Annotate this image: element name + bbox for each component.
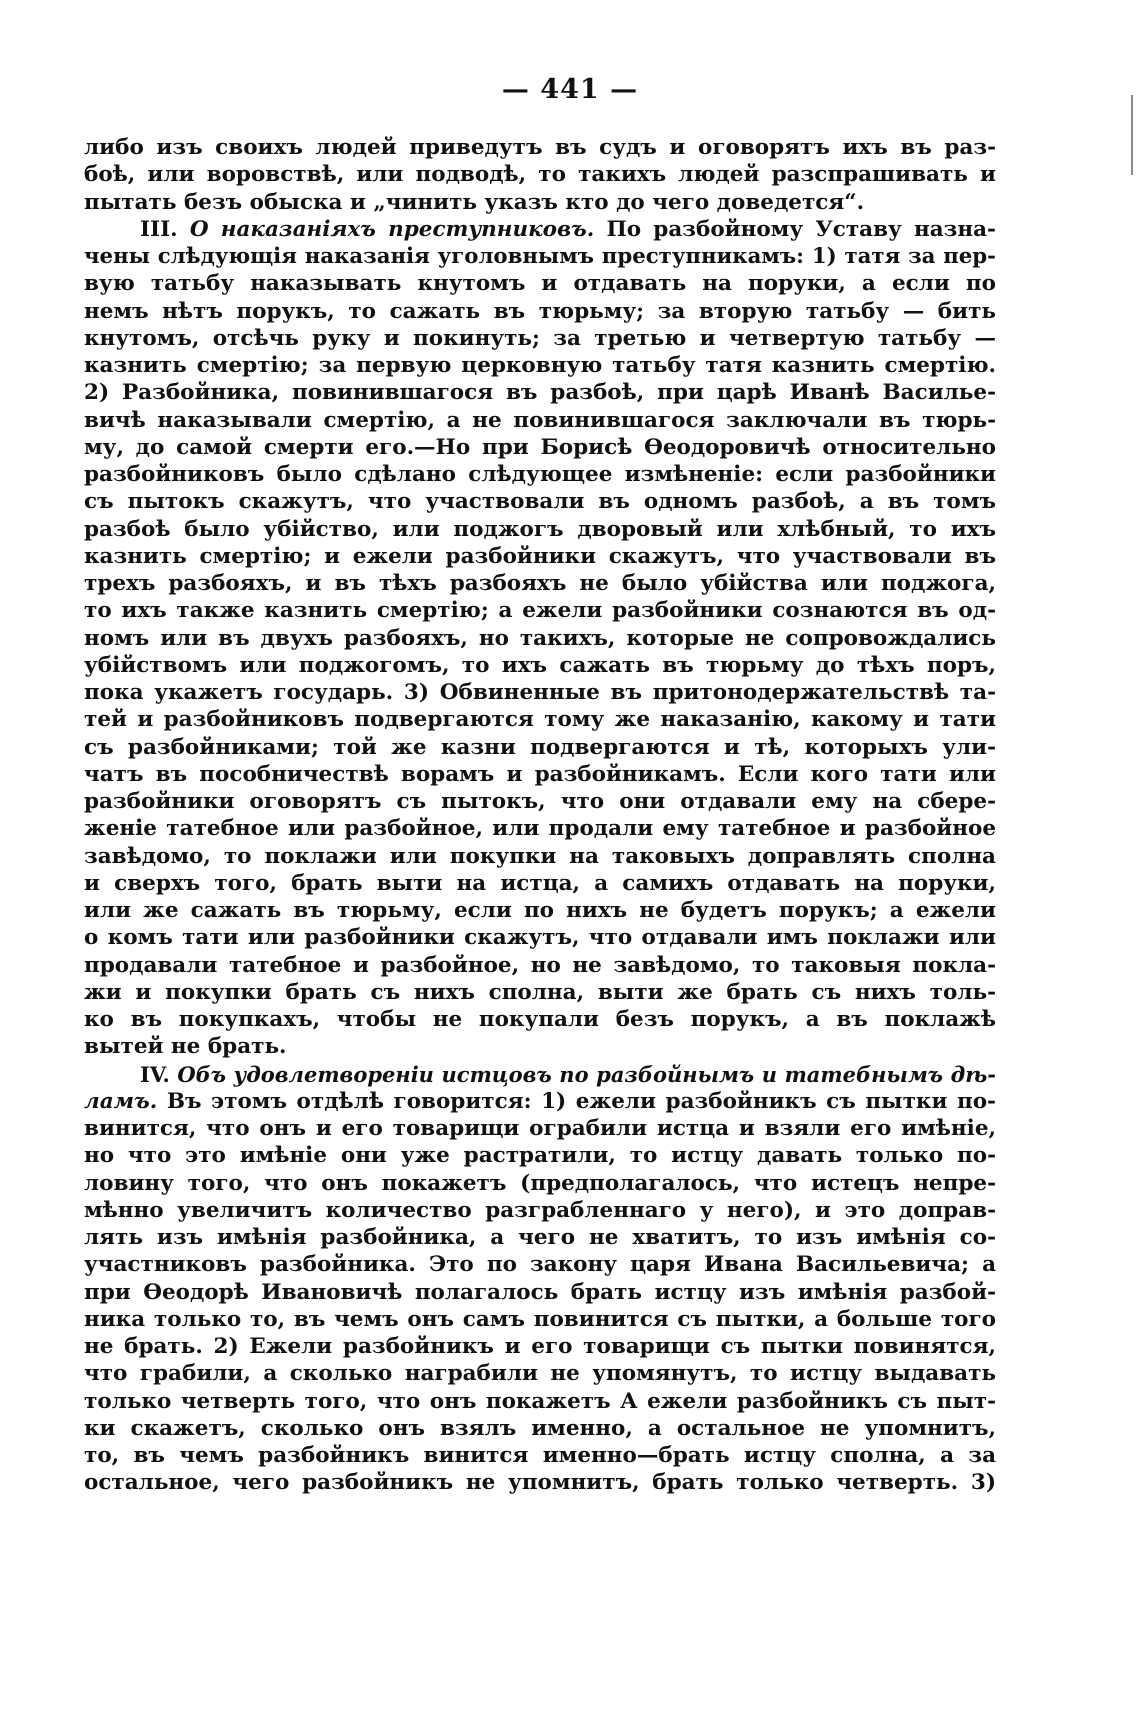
line-text: и сверхъ того, брать выти на истца, а самихъ отдавать на поруки, bbox=[84, 870, 996, 896]
text-line bbox=[84, 979, 996, 1006]
line-text: съ пытокъ скажутъ, что участвовали въ одномъ разбоѣ, а въ томъ bbox=[84, 489, 996, 515]
text-line bbox=[84, 843, 996, 870]
section-heading: ламъ. bbox=[84, 1088, 158, 1114]
line-text: женіе татебное или разбойное, или продали ему татебное и разбойное bbox=[84, 816, 996, 842]
line-text: разбойники оговорятъ съ пытокъ, что они отдавали ему на сбере- bbox=[84, 789, 996, 814]
line-text: вую татьбу наказывать кнутомъ и отдавать на поруки, а если по bbox=[84, 271, 996, 297]
text-line bbox=[84, 1033, 996, 1060]
line-text: Въ этомъ отдѣлѣ говорится: 1) ежели разбойникъ съ пытки по- bbox=[166, 1088, 996, 1114]
line-text: при Ѳеодорѣ Ивановичѣ полагалось брать истцу изъ имѣнія разбой- bbox=[84, 1279, 996, 1305]
line-text: казнить смертію; за первую церковную татьбу татя казнить смертію. bbox=[84, 353, 996, 378]
text-line bbox=[84, 1088, 996, 1115]
text-line bbox=[84, 1251, 996, 1278]
line-text: ловину того, что онъ покажетъ (предполагалось, что истецъ непре- bbox=[84, 1170, 996, 1196]
line-text: По разбойному Уставу назна- bbox=[606, 216, 996, 242]
text-line bbox=[84, 379, 996, 406]
text-line bbox=[84, 1333, 996, 1360]
line-text: завѣдомо, то поклажи или покупки на таковыхъ доправлять сполна bbox=[84, 843, 996, 869]
line-text: жи и покупки брать съ нихъ сполна, выти же брать съ нихъ толь- bbox=[84, 979, 996, 1005]
line-text: кнутомъ, отсѣчь руку и покинуть; за третью и четвертую татьбу — bbox=[84, 325, 996, 351]
text-line bbox=[84, 216, 996, 243]
line-text: чены слѣдующія наказанія уголовнымъ преступникамъ: 1) татя за пер- bbox=[84, 244, 996, 269]
page-text-body bbox=[84, 134, 996, 1497]
line-text: только четверть того, что онъ покажетъ А ежели разбойникъ съ пыт- bbox=[84, 1388, 996, 1414]
line-text: остальное, чего разбойникъ не упомнитъ, брать только четверть. 3) bbox=[84, 1470, 996, 1496]
text-line bbox=[84, 1360, 996, 1387]
text-line bbox=[84, 897, 996, 924]
text-line bbox=[84, 543, 996, 570]
text-line bbox=[84, 1469, 996, 1496]
text-line bbox=[84, 461, 996, 488]
text-line bbox=[84, 161, 996, 188]
line-text: му, до самой смерти его.—Но при Борисѣ Ѳеодоровичѣ относительно bbox=[84, 434, 996, 460]
section-heading: О наказаніяхъ преступниковъ. bbox=[189, 216, 595, 242]
text-line bbox=[84, 952, 996, 979]
line-text: вичѣ наказывали смертію, а не повинившагося заключали въ тюрь- bbox=[84, 407, 996, 433]
line-text: или же сажать въ тюрьму, если по нихъ не будетъ порукъ; а ежели bbox=[84, 898, 996, 923]
text-line bbox=[84, 1197, 996, 1224]
text-line bbox=[84, 1442, 996, 1469]
text-line bbox=[84, 1170, 996, 1197]
text-line bbox=[84, 706, 996, 733]
line-text: ко въ покупкахъ, чтобы не покупали безъ порукъ, а въ поклажѣ bbox=[84, 1007, 996, 1032]
line-text: не брать. 2) Ежели разбойникъ и его товарищи съ пытки повинятся, bbox=[84, 1334, 996, 1359]
line-text: номъ или въ двухъ разбояхъ, но такихъ, которые не сопровождались bbox=[84, 625, 996, 651]
text-line bbox=[84, 243, 996, 270]
line-text: но что это имѣніе они уже растратили, то истцу давать только по- bbox=[84, 1143, 996, 1169]
text-line bbox=[84, 1006, 996, 1033]
text-line bbox=[84, 924, 996, 951]
line-text: немъ нѣтъ порукъ, то сажать въ тюрьму; за вторую татьбу — бить bbox=[84, 298, 996, 324]
text-line bbox=[84, 352, 996, 379]
text-line bbox=[84, 625, 996, 652]
text-line bbox=[84, 516, 996, 543]
text-line bbox=[84, 134, 996, 161]
line-text: убійствомъ или поджогомъ, то ихъ сажать въ тюрьму до тѣхъ поръ, bbox=[84, 652, 996, 678]
line-text: боѣ, или воровствѣ, или подводѣ, то такихъ людей разспрашивать и bbox=[84, 162, 996, 188]
line-text: продавали татебное и разбойное, но не завѣдомо, то таковыя покла- bbox=[84, 952, 996, 978]
line-text: съ разбойниками; той же казни подвергаются и тѣ, которыхъ ули- bbox=[84, 734, 996, 760]
text-line bbox=[84, 488, 996, 515]
section-number: III. bbox=[140, 216, 178, 242]
text-line bbox=[84, 1388, 996, 1415]
line-text: пока укажетъ государь. 3) Обвиненные въ притонодержательствѣ та- bbox=[84, 680, 996, 705]
line-text: то, въ чемъ разбойникъ винится именно—брать истцу сполна, а за bbox=[84, 1443, 996, 1468]
section-number: IV. bbox=[140, 1061, 170, 1087]
text-line bbox=[84, 1224, 996, 1251]
text-line bbox=[84, 652, 996, 679]
line-text: тей и разбойниковъ подвергаются тому же наказанію, какому и тати bbox=[84, 707, 996, 733]
line-text: то ихъ также казнить смертію; а ежели разбойники сознаются въ од- bbox=[84, 598, 996, 624]
text-line bbox=[84, 1415, 996, 1442]
line-text: трехъ разбояхъ, и въ тѣхъ разбояхъ не было убійства или поджога, bbox=[84, 571, 996, 596]
text-line bbox=[84, 1279, 996, 1306]
line-text: винится, что онъ и его товарищи ограбили истца и взяли его имѣніе, bbox=[84, 1116, 996, 1141]
text-line bbox=[84, 407, 996, 434]
text-line bbox=[84, 815, 996, 842]
line-text: мѣнно увеличитъ количество разграбленнаго у него), и это доправ- bbox=[84, 1197, 996, 1223]
text-line bbox=[84, 570, 996, 597]
text-line bbox=[84, 761, 996, 788]
page-number: — 441 — bbox=[501, 74, 639, 105]
text-line bbox=[84, 1061, 996, 1088]
line-text: ки скажетъ, сколько онъ взялъ именно, а остальное не упомнитъ, bbox=[84, 1415, 996, 1441]
text-line bbox=[84, 734, 996, 761]
text-line bbox=[84, 325, 996, 352]
line-text: что грабили, а сколько награбили не упомянутъ, то истцу выдавать bbox=[84, 1361, 996, 1387]
line-text: разбоѣ было убійство, или поджогъ дворовый или хлѣбный, то ихъ bbox=[84, 516, 996, 542]
line-text: казнить смертію; и ежели разбойники скажутъ, что участвовали въ bbox=[84, 543, 996, 569]
text-line bbox=[84, 870, 996, 897]
text-line bbox=[84, 1142, 996, 1169]
text-line bbox=[84, 1306, 996, 1333]
line-text: вытей не брать. bbox=[84, 1034, 287, 1060]
text-line bbox=[84, 1115, 996, 1142]
line-text: чатъ въ пособничествѣ ворамъ и разбойникамъ. Если кого тати или bbox=[84, 761, 996, 787]
text-line bbox=[84, 788, 996, 815]
section-heading: Объ удовлетвореніи истцовъ по разбойнымъ и татебнымъ дѣ- bbox=[177, 1061, 996, 1087]
line-text: ника только то, въ чемъ онъ самъ повинится съ пытки, а больше того bbox=[84, 1306, 996, 1332]
line-text: о комъ тати или разбойники скажутъ, что отдавали имъ поклажи или bbox=[84, 925, 996, 951]
text-line bbox=[84, 679, 996, 706]
line-text: 2) Разбойника, повинившагося въ разбоѣ, при царѣ Иванѣ Василье- bbox=[84, 380, 996, 406]
line-text: разбойниковъ было сдѣлано слѣдующее измѣненіе: если разбойники bbox=[84, 462, 996, 487]
text-line bbox=[84, 298, 996, 325]
line-text: либо изъ своихъ людей приведутъ въ судъ и оговорятъ ихъ въ раз- bbox=[84, 135, 996, 160]
page-edge-mark bbox=[1131, 95, 1133, 175]
text-line bbox=[84, 597, 996, 624]
line-text: лять изъ имѣнія разбойника, а чего не хватитъ, то изъ имѣнія со- bbox=[84, 1225, 996, 1250]
text-line bbox=[84, 270, 996, 297]
text-line bbox=[84, 189, 996, 216]
text-line bbox=[84, 434, 996, 461]
line-text: пытать безъ обыска и „чинить указъ кто до чего доведется“. bbox=[84, 189, 865, 215]
line-text: участниковъ разбойника. Это по закону царя Ивана Васильевича; а bbox=[84, 1252, 996, 1278]
